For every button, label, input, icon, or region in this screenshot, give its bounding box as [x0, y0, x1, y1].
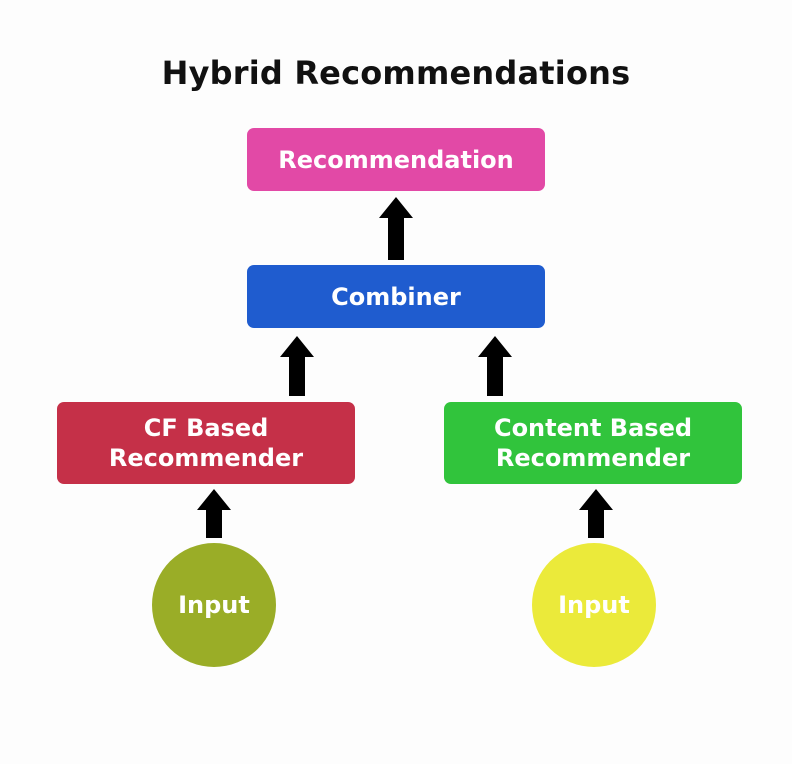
cf-recommender-label-line2: Recommender [108, 444, 304, 472]
input-right-label: Input [558, 591, 630, 619]
arrow-up-icon [478, 336, 512, 396]
cf-recommender-node [57, 402, 355, 484]
combiner-label: Combiner [331, 282, 461, 311]
arrow-up-icon [379, 197, 413, 260]
diagram-title: Hybrid Recommendations [161, 54, 631, 92]
content-recommender-node [444, 402, 742, 484]
cf-recommender-label-line1: CF Based [143, 414, 269, 442]
recommendation-label: Recommendation [278, 145, 514, 174]
content-recommender-label-line1: Content Based [493, 414, 693, 442]
content-recommender-label-line2: Recommender [495, 444, 691, 472]
arrow-up-icon [579, 489, 613, 538]
combiner-node [247, 265, 545, 328]
input-left-node [152, 543, 276, 667]
input-left-label: Input [178, 591, 250, 619]
input-right-node [532, 543, 656, 667]
arrow-up-icon [197, 489, 231, 538]
arrow-up-icon [280, 336, 314, 396]
recommendation-node [247, 128, 545, 191]
